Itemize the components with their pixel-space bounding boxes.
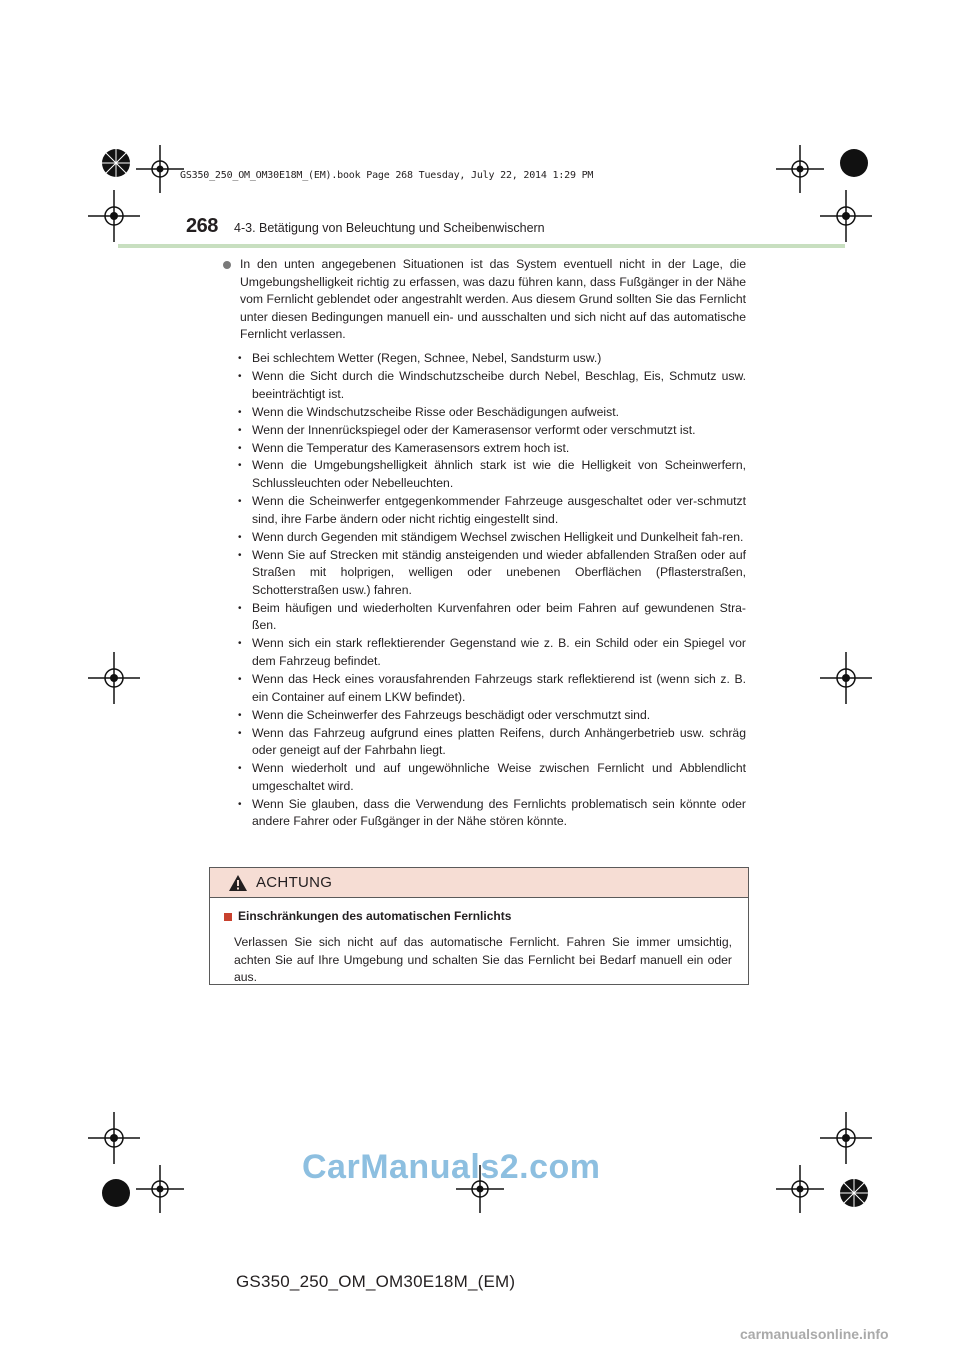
warning-triangle-icon — [228, 874, 248, 892]
header-divider — [118, 244, 845, 248]
list-item: • Wenn die Scheinwerfer entgegenkommender Fahrzeuge ausgeschaltet oder ver-schmutzt sind, ihre Farbe ändern oder nicht richtig eingestellt sind. — [238, 493, 746, 528]
warning-header — [210, 868, 748, 898]
crosshair-mark-bottom-inner-right — [776, 1165, 824, 1213]
warning-title: ACHTUNG — [256, 874, 333, 891]
section-title: 4-3. Betätigung von Beleuchtung und Scheibenwischern — [234, 221, 545, 235]
book-file-header: GS350_250_OM_OM30E18M_(EM).book Page 268 Tuesday, July 22, 2014 1:29 PM — [180, 170, 594, 181]
list-item: • Wenn die Windschutzscheibe Risse oder Beschädigungen aufweist. — [238, 404, 746, 422]
list-item: • Wenn wiederholt und auf ungewöhnliche Weise zwischen Fernlicht und Abblendlicht umgeschaltet wird. — [238, 760, 746, 795]
list-item: • Wenn Sie glauben, dass die Verwendung des Fernlichts problematisch sein könnte oder andere Fahrer oder Fußgänger in der Nähe stören könnte. — [238, 796, 746, 831]
page-number: 268 — [186, 215, 218, 237]
warning-subtitle-row — [224, 908, 732, 926]
warning-body — [210, 898, 748, 987]
list-item: • Wenn Sie auf Strecken mit ständig ansteigenden und wieder abfallenden Straßen oder auf Straßen mit holprigen, welligen oder unebenen Oberflächen (Pflasterstraßen, Schotterstraßen usw.) fahren. — [238, 547, 746, 600]
crosshair-mark-top-left — [88, 190, 140, 242]
crosshair-mark-bottom-right — [820, 1112, 872, 1164]
list-item: • Beim häufigen und wiederholten Kurvenfahren oder beim Fahren auf gewundenen Stra-ßen. — [238, 600, 746, 635]
list-item: • Wenn das Heck eines vorausfahrenden Fahrzeugs stark reflektierend ist (wenn sich z. B. ein Container auf einem LKW befindet). — [238, 671, 746, 706]
registration-mark-bottom-left — [88, 1165, 144, 1221]
list-item: • Wenn die Sicht durch die Windschutzscheibe durch Nebel, Beschlag, Eis, Schmutz usw. beeinträchtigt ist. — [238, 368, 746, 403]
warning-subtitle: Einschränkungen des automatischen Fernlichts — [238, 909, 512, 923]
list-item: • Wenn der Innenrückspiegel oder der Kamerasensor verformt oder verschmutzt ist. — [238, 422, 746, 440]
list-item: • Bei schlechtem Wetter (Regen, Schnee, Nebel, Sandsturm usw.) — [238, 350, 746, 368]
warning-box — [209, 867, 749, 985]
watermark: CarManuals2.com — [302, 1148, 601, 1186]
crosshair-mark-top-right — [820, 190, 872, 242]
list-item: • Wenn die Temperatur des Kamerasensors extrem hoch ist. — [238, 440, 746, 458]
footer-document-code: GS350_250_OM_OM30E18M_(EM) — [236, 1272, 516, 1291]
list-item: • Wenn durch Gegenden mit ständigem Wechsel zwischen Helligkeit und Dunkelheit fah-ren. — [238, 529, 746, 547]
registration-mark-top-right — [826, 135, 882, 191]
intro-text: In den unten angegebenen Situationen ist das System eventuell nicht in der Lage, die Umgebungshelligkeit richtig zu erfassen, was dazu führen kann, dass Fußgänger in der Nähe vom Fernlicht geblendet oder angestrahlt werden. Aus diesem Grund sollten Sie das Fernlicht unter diesen Bedingungen manuell ein- und ausschalten und sich nicht auf das automatische Fernlicht verlassen. — [240, 257, 746, 342]
list-item: • Wenn die Scheinwerfer des Fahrzeugs beschädigt oder verschmutzt sind. — [238, 707, 746, 725]
list-item: • Wenn sich ein stark reflektierender Gegenstand wie z. B. ein Schild oder ein Spiegel vor dem Fahrzeug befindet. — [238, 635, 746, 670]
bullet-circle-icon — [223, 261, 231, 269]
crosshair-mark-top-inner-left — [136, 145, 184, 193]
crosshair-mark-middle-left — [88, 652, 140, 704]
conditions-list — [222, 350, 746, 831]
watermark-bottom: carmanualsonline.info — [740, 1326, 889, 1342]
main-content — [222, 256, 746, 831]
warning-text: Verlassen Sie sich nicht auf das automatische Fernlicht. Fahren Sie immer umsichtig, achten Sie auf Ihre Umgebung und schalten Sie das Fernlicht bei Bedarf manuell ein oder aus. — [234, 934, 732, 985]
crosshair-mark-top-inner-right — [776, 145, 824, 193]
red-square-icon — [224, 913, 232, 921]
registration-mark-bottom-right — [826, 1165, 882, 1221]
crosshair-mark-bottom-left — [88, 1112, 140, 1164]
list-item: • Wenn die Umgebungshelligkeit ähnlich stark ist wie die Helligkeit von Scheinwerfern, Schlussleuchten oder Nebelleuchten. — [238, 457, 746, 492]
crosshair-mark-middle-right — [820, 652, 872, 704]
list-item: • Wenn das Fahrzeug aufgrund eines platten Reifens, durch Anhängerbetrieb usw. schräg oder geneigt auf der Fahrbahn liegt. — [238, 725, 746, 760]
intro-paragraph — [222, 256, 746, 344]
